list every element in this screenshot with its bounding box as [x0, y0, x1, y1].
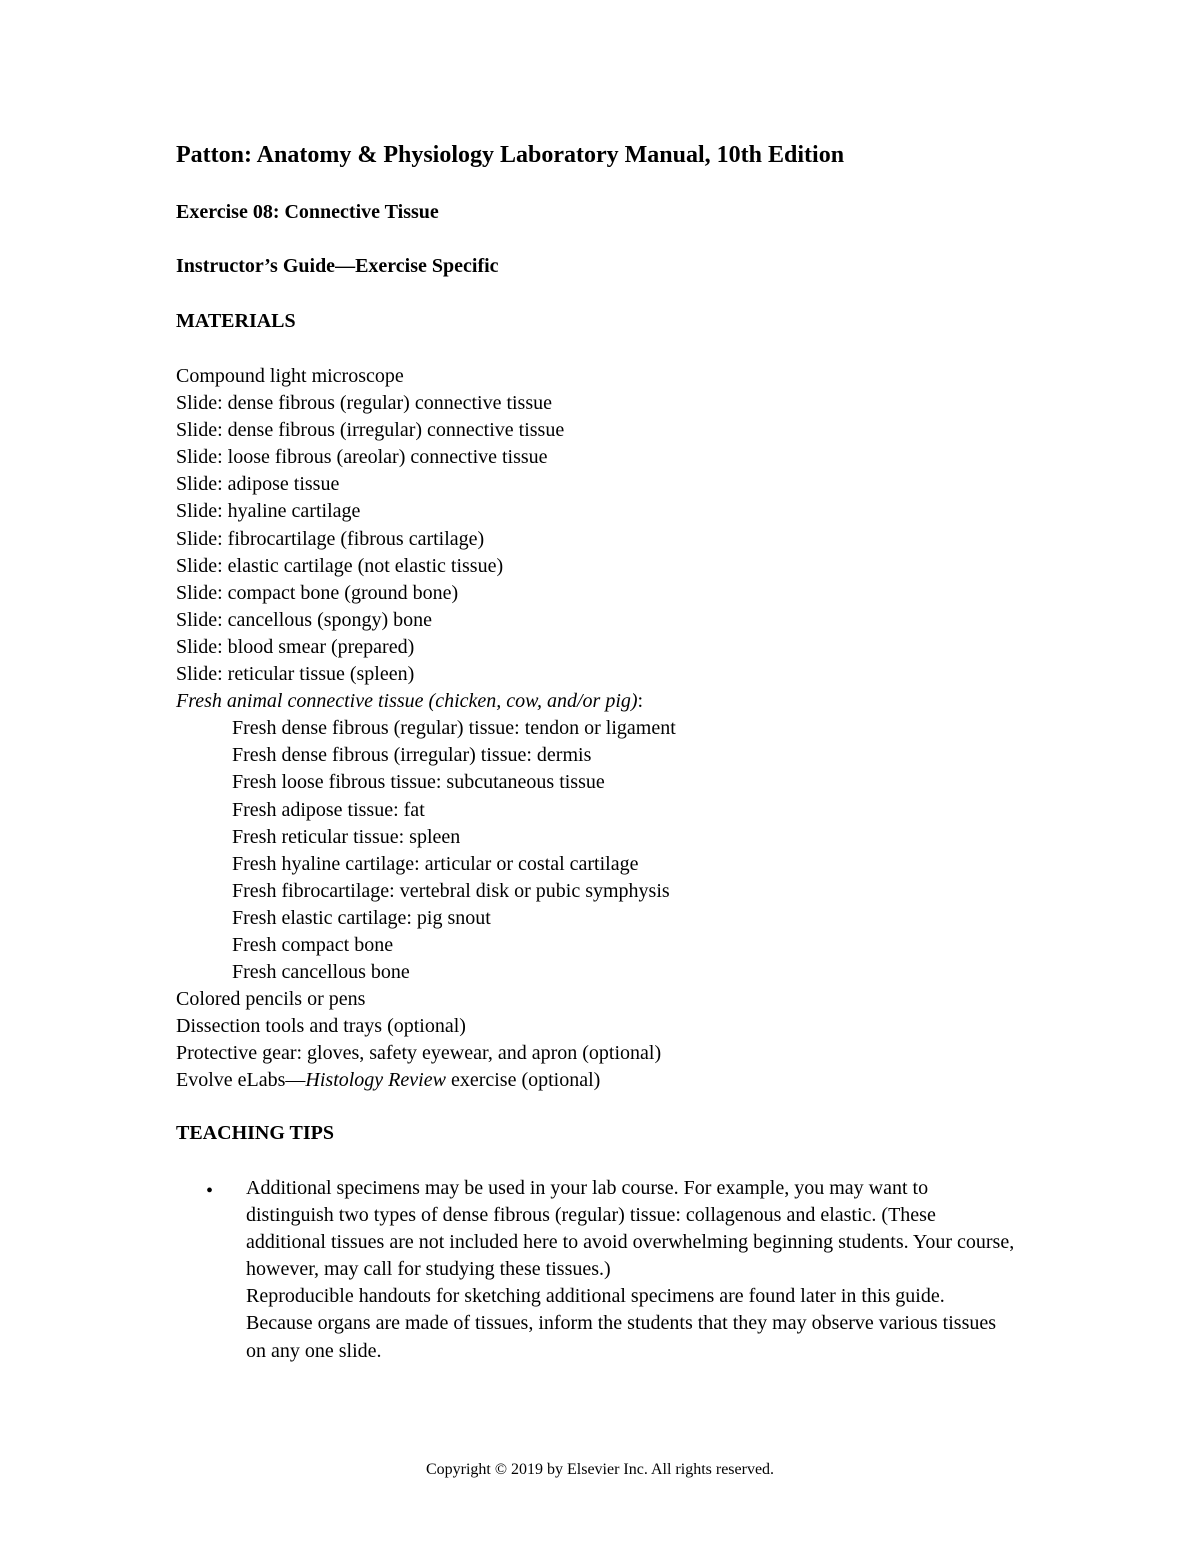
tip-paragraph: Because organs are made of tissues, inform the students that they may observe various tissues on any one slide. — [246, 1312, 997, 1362]
material-item: Slide: compact bone (ground bone) — [176, 581, 459, 604]
material-item: Slide: dense fibrous (regular) connective tissue — [176, 392, 552, 415]
evolve-prefix: Evolve eLabs— — [176, 1069, 306, 1092]
material-item: Slide: loose fibrous (areolar) connective tissue — [176, 446, 548, 469]
materials-list — [176, 363, 676, 1095]
material-item: Slide: hyaline cartilage — [176, 500, 361, 523]
teaching-tips-heading: TEACHING TIPS — [176, 1122, 335, 1144]
evolve-suffix: exercise (optional) — [445, 1069, 601, 1092]
fresh-item: Fresh dense fibrous (irregular) tissue: dermis — [232, 744, 592, 767]
fresh-tissue-heading-colon: : — [637, 690, 644, 713]
material-item: Slide: reticular tissue (spleen) — [176, 663, 415, 686]
material-item: Slide: blood smear (prepared) — [176, 635, 415, 658]
copyright-footer: Copyright © 2019 by Elsevier Inc. All rights reserved. — [425, 1461, 775, 1478]
material-item: Slide: adipose tissue — [176, 473, 340, 496]
material-item: Compound light microscope — [176, 365, 404, 387]
material-item: Colored pencils or pens — [176, 988, 366, 1011]
material-item: Slide: cancellous (spongy) bone — [176, 608, 433, 631]
fresh-tissue-heading-text: Fresh animal connective tissue (chicken, cow, and/or pig) — [176, 690, 638, 713]
teaching-tip-item — [246, 1175, 1016, 1365]
material-item: Slide: fibrocartilage (fibrous cartilage) — [176, 527, 485, 550]
material-item: Protective gear: gloves, safety eyewear, and apron (optional) — [176, 1042, 662, 1065]
evolve-item — [176, 1067, 676, 1094]
bullet-icon: • — [206, 1180, 214, 1202]
tip-paragraph: Reproducible handouts for sketching additional specimens are found later in this guide. — [246, 1285, 945, 1308]
fresh-item: Fresh cancellous bone — [232, 961, 410, 984]
evolve-italic-title: Histology Review — [305, 1069, 446, 1092]
fresh-item: Fresh fibrocartilage: vertebral disk or pubic symphysis — [232, 879, 670, 902]
fresh-tissue-heading — [176, 688, 676, 715]
material-item: Slide: dense fibrous (irregular) connective tissue — [176, 419, 565, 442]
material-item: Slide: elastic cartilage (not elastic tissue) — [176, 554, 504, 577]
document-title: Patton: Anatomy & Physiology Laboratory Manual, 10th Edition — [176, 142, 845, 168]
materials-heading: MATERIALS — [176, 310, 296, 332]
guide-heading: Instructor’s Guide—Exercise Specific — [176, 255, 499, 277]
fresh-item: Fresh dense fibrous (regular) tissue: tendon or ligament — [232, 717, 676, 740]
fresh-item: Fresh hyaline cartilage: articular or costal cartilage — [232, 852, 639, 875]
fresh-item: Fresh adipose tissue: fat — [232, 798, 425, 821]
fresh-item: Fresh compact bone — [232, 933, 394, 956]
material-item: Dissection tools and trays (optional) — [176, 1015, 466, 1038]
fresh-item: Fresh elastic cartilage: pig snout — [232, 906, 491, 929]
tip-paragraph: Additional specimens may be used in your lab course. For example, you may want to distinguish two types of dense fibrous (regular) tissue: collagenous and elastic. (These additional tissues are not included here to avoid overwhelming beginning students. Your course, however, may call for studying these tissues.) — [246, 1177, 1015, 1281]
fresh-item: Fresh loose fibrous tissue: subcutaneous tissue — [232, 771, 605, 794]
exercise-heading: Exercise 08: Connective Tissue — [176, 201, 439, 223]
fresh-item: Fresh reticular tissue: spleen — [232, 825, 461, 848]
